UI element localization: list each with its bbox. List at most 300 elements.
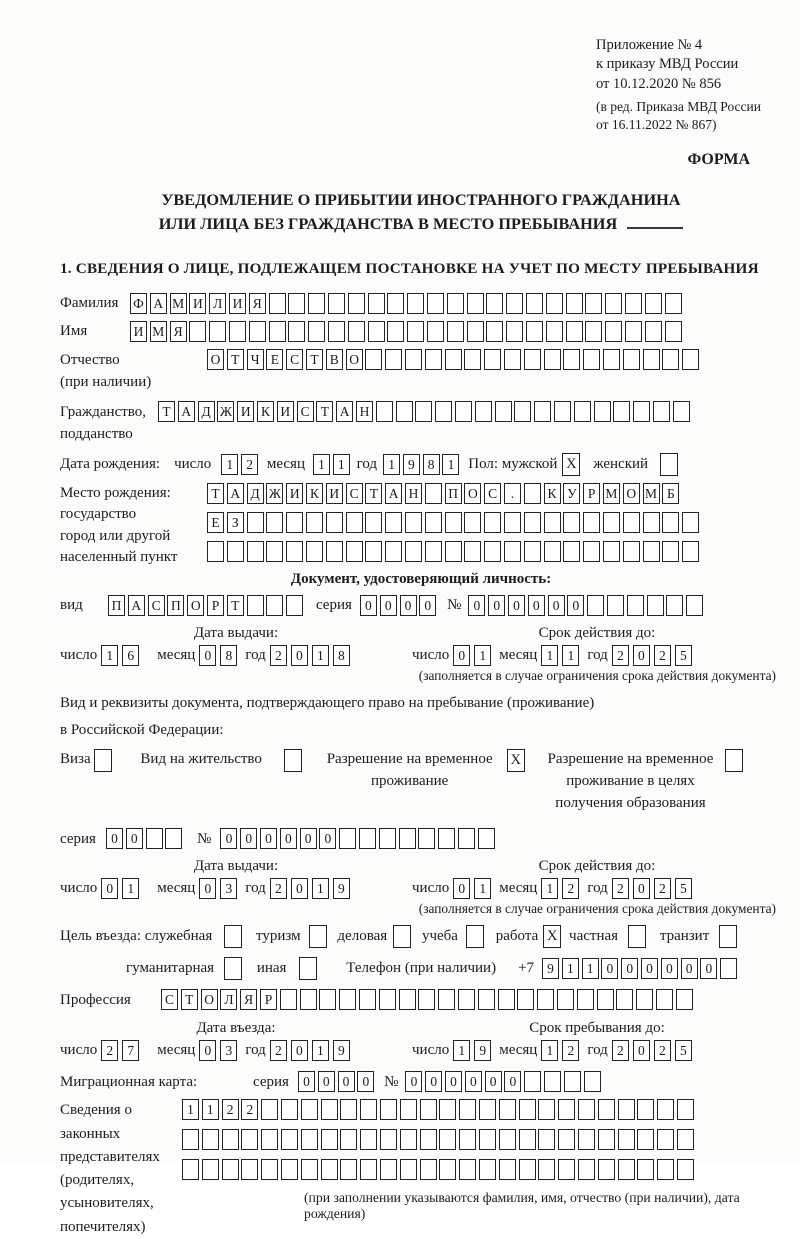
form-cell[interactable] — [618, 1099, 635, 1120]
stay-year-input[interactable] — [612, 1040, 696, 1061]
form-cell[interactable] — [544, 1071, 561, 1092]
form-cell[interactable] — [286, 595, 303, 616]
form-cell[interactable]: 3 — [220, 1040, 237, 1061]
form-cell[interactable] — [563, 541, 580, 562]
form-cell[interactable] — [360, 1129, 377, 1150]
form-cell[interactable] — [504, 541, 521, 562]
form-cell[interactable]: С — [286, 349, 303, 370]
form-cell[interactable] — [656, 989, 673, 1010]
form-cell[interactable] — [587, 595, 604, 616]
form-cell[interactable] — [435, 401, 452, 422]
form-cell[interactable] — [479, 1099, 496, 1120]
form-cell[interactable] — [306, 512, 323, 533]
given-name-input[interactable] — [130, 321, 684, 342]
form-cell[interactable] — [281, 1099, 298, 1120]
form-cell[interactable] — [407, 293, 424, 314]
form-cell[interactable]: X — [562, 453, 580, 476]
form-cell[interactable] — [445, 541, 462, 562]
form-cell[interactable]: 1 — [474, 878, 491, 899]
form-cell[interactable] — [261, 1159, 278, 1180]
form-cell[interactable]: . — [504, 483, 521, 504]
form-cell[interactable] — [603, 512, 620, 533]
form-cell[interactable]: 1 — [221, 454, 238, 475]
form-cell[interactable] — [321, 1129, 338, 1150]
form-cell[interactable] — [524, 1071, 541, 1092]
form-cell[interactable] — [247, 512, 264, 533]
permit-number-input[interactable] — [220, 828, 497, 849]
form-cell[interactable]: 2 — [241, 454, 258, 475]
permit-valid-day-input[interactable] — [453, 878, 495, 899]
birthplace-row2-input[interactable] — [207, 512, 702, 533]
form-cell[interactable]: 0 — [601, 958, 618, 979]
form-cell[interactable]: А — [128, 595, 145, 616]
form-cell[interactable] — [677, 1129, 694, 1150]
form-cell[interactable] — [286, 541, 303, 562]
form-cell[interactable] — [499, 1099, 516, 1120]
form-cell[interactable] — [306, 541, 323, 562]
form-cell[interactable] — [189, 321, 206, 342]
form-cell[interactable] — [415, 401, 432, 422]
form-cell[interactable] — [224, 925, 242, 948]
form-cell[interactable] — [597, 989, 614, 1010]
form-cell[interactable]: 0 — [291, 878, 308, 899]
form-cell[interactable]: 0 — [220, 828, 237, 849]
form-cell[interactable]: М — [603, 483, 620, 504]
form-cell[interactable] — [300, 989, 317, 1010]
form-cell[interactable] — [578, 1099, 595, 1120]
form-cell[interactable] — [326, 512, 343, 533]
form-cell[interactable]: 2 — [654, 645, 671, 666]
form-cell[interactable]: 0 — [453, 645, 470, 666]
birth-day-input[interactable] — [221, 454, 261, 475]
form-cell[interactable] — [326, 541, 343, 562]
permit-valid-year-input[interactable] — [612, 878, 696, 899]
form-cell[interactable]: Л — [209, 293, 226, 314]
form-cell[interactable] — [365, 541, 382, 562]
form-cell[interactable] — [662, 512, 679, 533]
form-cell[interactable] — [266, 512, 283, 533]
form-cell[interactable]: 0 — [101, 878, 118, 899]
form-cell[interactable] — [438, 828, 455, 849]
entry-year-input[interactable] — [270, 1040, 354, 1061]
form-cell[interactable] — [301, 1129, 318, 1150]
surname-input[interactable] — [130, 293, 684, 314]
form-cell[interactable] — [182, 1129, 199, 1150]
form-cell[interactable]: Т — [316, 401, 333, 422]
form-cell[interactable]: А — [178, 401, 195, 422]
form-cell[interactable] — [447, 321, 464, 342]
stay-day-input[interactable] — [453, 1040, 495, 1061]
form-cell[interactable]: У — [563, 483, 580, 504]
form-cell[interactable] — [266, 595, 283, 616]
form-cell[interactable] — [328, 293, 345, 314]
form-cell[interactable]: 0 — [405, 1071, 422, 1092]
form-cell[interactable]: 2 — [562, 1040, 579, 1061]
form-cell[interactable] — [365, 512, 382, 533]
form-cell[interactable]: 0 — [400, 595, 417, 616]
form-cell[interactable]: 8 — [333, 645, 350, 666]
form-cell[interactable] — [269, 321, 286, 342]
form-cell[interactable] — [613, 401, 630, 422]
doc-type-input[interactable] — [108, 595, 306, 616]
form-cell[interactable]: 0 — [291, 1040, 308, 1061]
form-cell[interactable] — [308, 293, 325, 314]
form-cell[interactable]: И — [286, 483, 303, 504]
form-cell[interactable]: 0 — [199, 645, 216, 666]
form-cell[interactable]: Я — [249, 293, 266, 314]
form-cell[interactable] — [439, 1159, 456, 1180]
form-cell[interactable]: 9 — [474, 1040, 491, 1061]
form-cell[interactable] — [673, 401, 690, 422]
form-cell[interactable]: Я — [170, 321, 187, 342]
form-cell[interactable] — [625, 293, 642, 314]
form-cell[interactable] — [346, 541, 363, 562]
purpose-transit-checkbox[interactable] — [719, 925, 740, 948]
form-cell[interactable] — [636, 989, 653, 1010]
form-cell[interactable] — [478, 989, 495, 1010]
form-cell[interactable] — [627, 595, 644, 616]
form-cell[interactable]: З — [227, 512, 244, 533]
form-cell[interactable] — [677, 1159, 694, 1180]
form-cell[interactable]: Р — [207, 595, 224, 616]
form-cell[interactable] — [368, 293, 385, 314]
temp-residence-edu-checkbox[interactable] — [725, 749, 746, 772]
purpose-work-checkbox[interactable] — [543, 925, 564, 948]
form-cell[interactable]: 6 — [122, 645, 139, 666]
form-cell[interactable]: 1 — [474, 645, 491, 666]
form-cell[interactable] — [504, 349, 521, 370]
form-cell[interactable]: Т — [158, 401, 175, 422]
form-cell[interactable]: 2 — [270, 645, 287, 666]
form-cell[interactable] — [544, 541, 561, 562]
form-cell[interactable] — [657, 1129, 674, 1150]
form-cell[interactable] — [247, 541, 264, 562]
form-cell[interactable] — [405, 349, 422, 370]
form-cell[interactable]: 1 — [442, 454, 459, 475]
form-cell[interactable] — [499, 1129, 516, 1150]
form-cell[interactable] — [660, 453, 678, 476]
form-cell[interactable] — [309, 925, 327, 948]
purpose-other-checkbox[interactable] — [299, 957, 320, 980]
purpose-tourism-checkbox[interactable] — [309, 925, 330, 948]
form-cell[interactable] — [439, 1099, 456, 1120]
form-cell[interactable]: Л — [220, 989, 237, 1010]
form-cell[interactable]: 0 — [357, 1071, 374, 1092]
form-cell[interactable] — [400, 1159, 417, 1180]
form-cell[interactable]: 0 — [508, 595, 525, 616]
form-cell[interactable] — [566, 293, 583, 314]
form-cell[interactable] — [339, 989, 356, 1010]
form-cell[interactable]: 0 — [528, 595, 545, 616]
form-cell[interactable] — [486, 293, 503, 314]
form-cell[interactable]: 0 — [445, 1071, 462, 1092]
form-cell[interactable] — [299, 957, 317, 980]
form-cell[interactable] — [348, 293, 365, 314]
form-cell[interactable] — [427, 321, 444, 342]
form-cell[interactable] — [360, 1159, 377, 1180]
form-cell[interactable]: П — [108, 595, 125, 616]
form-cell[interactable] — [447, 293, 464, 314]
form-cell[interactable] — [348, 321, 365, 342]
form-cell[interactable]: 2 — [654, 878, 671, 899]
form-cell[interactable] — [546, 321, 563, 342]
form-cell[interactable] — [643, 512, 660, 533]
form-cell[interactable]: 0 — [621, 958, 638, 979]
form-cell[interactable] — [526, 321, 543, 342]
form-cell[interactable] — [385, 512, 402, 533]
form-cell[interactable] — [564, 1071, 581, 1092]
form-cell[interactable]: 0 — [199, 878, 216, 899]
form-cell[interactable] — [269, 293, 286, 314]
form-cell[interactable]: М — [170, 293, 187, 314]
form-cell[interactable]: 1 — [312, 645, 329, 666]
form-cell[interactable] — [623, 512, 640, 533]
form-cell[interactable] — [665, 321, 682, 342]
purpose-humanitarian-checkbox[interactable] — [224, 957, 245, 980]
form-cell[interactable]: 9 — [333, 878, 350, 899]
form-cell[interactable] — [479, 1159, 496, 1180]
form-cell[interactable] — [458, 828, 475, 849]
form-cell[interactable] — [438, 989, 455, 1010]
patronymic-input[interactable] — [207, 349, 702, 370]
form-cell[interactable] — [360, 1099, 377, 1120]
form-cell[interactable]: 5 — [675, 645, 692, 666]
form-cell[interactable] — [478, 828, 495, 849]
form-cell[interactable] — [425, 349, 442, 370]
birth-year-input[interactable] — [383, 454, 462, 475]
form-cell[interactable]: 1 — [582, 958, 599, 979]
form-cell[interactable] — [633, 401, 650, 422]
form-cell[interactable]: 0 — [425, 1071, 442, 1092]
form-cell[interactable] — [558, 1099, 575, 1120]
form-cell[interactable] — [346, 512, 363, 533]
form-cell[interactable]: 1 — [333, 454, 350, 475]
form-cell[interactable] — [380, 1129, 397, 1150]
form-cell[interactable]: 1 — [312, 878, 329, 899]
form-cell[interactable]: К — [544, 483, 561, 504]
form-cell[interactable] — [534, 401, 551, 422]
form-cell[interactable] — [514, 401, 531, 422]
form-cell[interactable] — [653, 401, 670, 422]
form-cell[interactable] — [484, 541, 501, 562]
temp-residence-checkbox[interactable] — [507, 749, 528, 772]
form-cell[interactable]: 0 — [633, 1040, 650, 1061]
form-cell[interactable] — [647, 595, 664, 616]
permit-series-input[interactable] — [106, 828, 185, 849]
form-cell[interactable]: И — [277, 401, 294, 422]
form-cell[interactable] — [418, 828, 435, 849]
doc-number-input[interactable] — [468, 595, 706, 616]
migcard-series-input[interactable] — [298, 1071, 377, 1092]
form-cell[interactable]: Ж — [266, 483, 283, 504]
form-cell[interactable] — [387, 293, 404, 314]
form-cell[interactable] — [321, 1159, 338, 1180]
purpose-study-checkbox[interactable] — [466, 925, 487, 948]
form-cell[interactable] — [222, 1159, 239, 1180]
form-cell[interactable] — [607, 595, 624, 616]
form-cell[interactable] — [445, 349, 462, 370]
form-cell[interactable] — [524, 483, 541, 504]
form-cell[interactable] — [657, 1159, 674, 1180]
form-cell[interactable]: 2 — [612, 645, 629, 666]
sex-male-checkbox[interactable] — [562, 453, 583, 476]
form-cell[interactable]: 0 — [488, 595, 505, 616]
form-cell[interactable]: 3 — [220, 878, 237, 899]
form-cell[interactable] — [499, 1159, 516, 1180]
doc-valid-month-input[interactable] — [541, 645, 583, 666]
form-cell[interactable] — [359, 989, 376, 1010]
form-cell[interactable]: Н — [356, 401, 373, 422]
birth-month-input[interactable] — [313, 454, 353, 475]
form-cell[interactable]: К — [257, 401, 274, 422]
form-cell[interactable] — [425, 483, 442, 504]
form-cell[interactable] — [393, 925, 411, 948]
form-cell[interactable] — [682, 512, 699, 533]
form-cell[interactable]: 2 — [654, 1040, 671, 1061]
form-cell[interactable]: Е — [266, 349, 283, 370]
representatives-row1-input[interactable] — [182, 1099, 782, 1120]
form-cell[interactable]: Т — [227, 349, 244, 370]
form-cell[interactable]: 1 — [453, 1040, 470, 1061]
form-cell[interactable]: 2 — [562, 878, 579, 899]
form-cell[interactable] — [249, 321, 266, 342]
form-cell[interactable] — [484, 349, 501, 370]
form-cell[interactable] — [577, 989, 594, 1010]
form-cell[interactable]: 0 — [633, 878, 650, 899]
form-cell[interactable]: Р — [260, 989, 277, 1010]
form-cell[interactable]: 0 — [661, 958, 678, 979]
form-cell[interactable] — [308, 321, 325, 342]
form-cell[interactable]: X — [507, 749, 525, 772]
form-cell[interactable] — [584, 1071, 601, 1092]
form-cell[interactable]: 0 — [380, 595, 397, 616]
form-cell[interactable] — [676, 989, 693, 1010]
doc-valid-year-input[interactable] — [612, 645, 696, 666]
form-cell[interactable] — [466, 925, 484, 948]
form-cell[interactable] — [420, 1099, 437, 1120]
phone-input[interactable] — [542, 958, 740, 979]
form-cell[interactable] — [662, 541, 679, 562]
form-cell[interactable] — [464, 512, 481, 533]
residence-permit-checkbox[interactable] — [284, 749, 305, 772]
form-cell[interactable] — [281, 1129, 298, 1150]
birthplace-row1-input[interactable] — [207, 483, 702, 504]
birthplace-row3-input[interactable] — [207, 541, 702, 562]
form-cell[interactable]: А — [336, 401, 353, 422]
visa-checkbox[interactable] — [94, 749, 115, 772]
form-cell[interactable] — [495, 401, 512, 422]
form-cell[interactable] — [455, 401, 472, 422]
form-cell[interactable] — [385, 541, 402, 562]
form-cell[interactable]: Н — [405, 483, 422, 504]
form-cell[interactable]: 0 — [240, 828, 257, 849]
form-cell[interactable]: 2 — [222, 1099, 239, 1120]
form-cell[interactable] — [467, 293, 484, 314]
form-cell[interactable]: 5 — [675, 1040, 692, 1061]
form-cell[interactable] — [519, 1129, 536, 1150]
form-cell[interactable] — [625, 321, 642, 342]
form-cell[interactable] — [682, 349, 699, 370]
form-cell[interactable] — [637, 1129, 654, 1150]
form-cell[interactable]: 0 — [126, 828, 143, 849]
stay-month-input[interactable] — [541, 1040, 583, 1061]
purpose-private-checkbox[interactable] — [628, 925, 649, 948]
form-cell[interactable] — [380, 1099, 397, 1120]
form-cell[interactable] — [566, 321, 583, 342]
form-cell[interactable]: О — [201, 989, 218, 1010]
form-cell[interactable] — [623, 349, 640, 370]
form-cell[interactable] — [407, 321, 424, 342]
form-cell[interactable]: 0 — [567, 595, 584, 616]
permit-issue-year-input[interactable] — [270, 878, 354, 899]
form-cell[interactable] — [574, 401, 591, 422]
form-cell[interactable] — [519, 1099, 536, 1120]
form-cell[interactable]: 0 — [700, 958, 717, 979]
form-cell[interactable]: 9 — [403, 454, 420, 475]
form-cell[interactable] — [379, 828, 396, 849]
form-cell[interactable]: 0 — [318, 1071, 335, 1092]
form-cell[interactable]: 0 — [485, 1071, 502, 1092]
form-cell[interactable] — [146, 828, 163, 849]
form-cell[interactable]: 2 — [270, 878, 287, 899]
form-cell[interactable]: 2 — [101, 1040, 118, 1061]
form-cell[interactable] — [328, 321, 345, 342]
form-cell[interactable] — [618, 1159, 635, 1180]
form-cell[interactable] — [368, 321, 385, 342]
doc-series-input[interactable] — [360, 595, 439, 616]
form-cell[interactable] — [557, 989, 574, 1010]
form-cell[interactable]: 0 — [681, 958, 698, 979]
form-cell[interactable]: Ж — [217, 401, 234, 422]
form-cell[interactable] — [376, 401, 393, 422]
form-cell[interactable] — [645, 321, 662, 342]
form-cell[interactable]: И — [189, 293, 206, 314]
form-cell[interactable] — [339, 828, 356, 849]
form-cell[interactable] — [280, 989, 297, 1010]
form-cell[interactable] — [603, 349, 620, 370]
form-cell[interactable] — [628, 925, 646, 948]
form-cell[interactable] — [605, 321, 622, 342]
form-cell[interactable]: О — [207, 349, 224, 370]
form-cell[interactable] — [319, 989, 336, 1010]
form-cell[interactable]: Я — [240, 989, 257, 1010]
form-cell[interactable] — [418, 989, 435, 1010]
form-cell[interactable] — [623, 541, 640, 562]
form-cell[interactable] — [677, 1099, 694, 1120]
form-cell[interactable] — [400, 1099, 417, 1120]
form-cell[interactable] — [517, 989, 534, 1010]
form-cell[interactable] — [605, 293, 622, 314]
form-cell[interactable]: 0 — [338, 1071, 355, 1092]
form-cell[interactable]: О — [623, 483, 640, 504]
sex-female-checkbox[interactable] — [660, 453, 681, 476]
form-cell[interactable]: А — [385, 483, 402, 504]
form-cell[interactable] — [379, 989, 396, 1010]
form-cell[interactable]: 1 — [541, 1040, 558, 1061]
form-cell[interactable]: Ч — [247, 349, 264, 370]
form-cell[interactable] — [544, 512, 561, 533]
form-cell[interactable]: 0 — [106, 828, 123, 849]
form-cell[interactable] — [524, 349, 541, 370]
form-cell[interactable]: Ф — [130, 293, 147, 314]
form-cell[interactable] — [458, 989, 475, 1010]
form-cell[interactable]: П — [445, 483, 462, 504]
migcard-number-input[interactable] — [405, 1071, 603, 1092]
form-cell[interactable] — [554, 401, 571, 422]
form-cell[interactable]: 1 — [383, 454, 400, 475]
form-cell[interactable] — [637, 1159, 654, 1180]
form-cell[interactable] — [396, 401, 413, 422]
